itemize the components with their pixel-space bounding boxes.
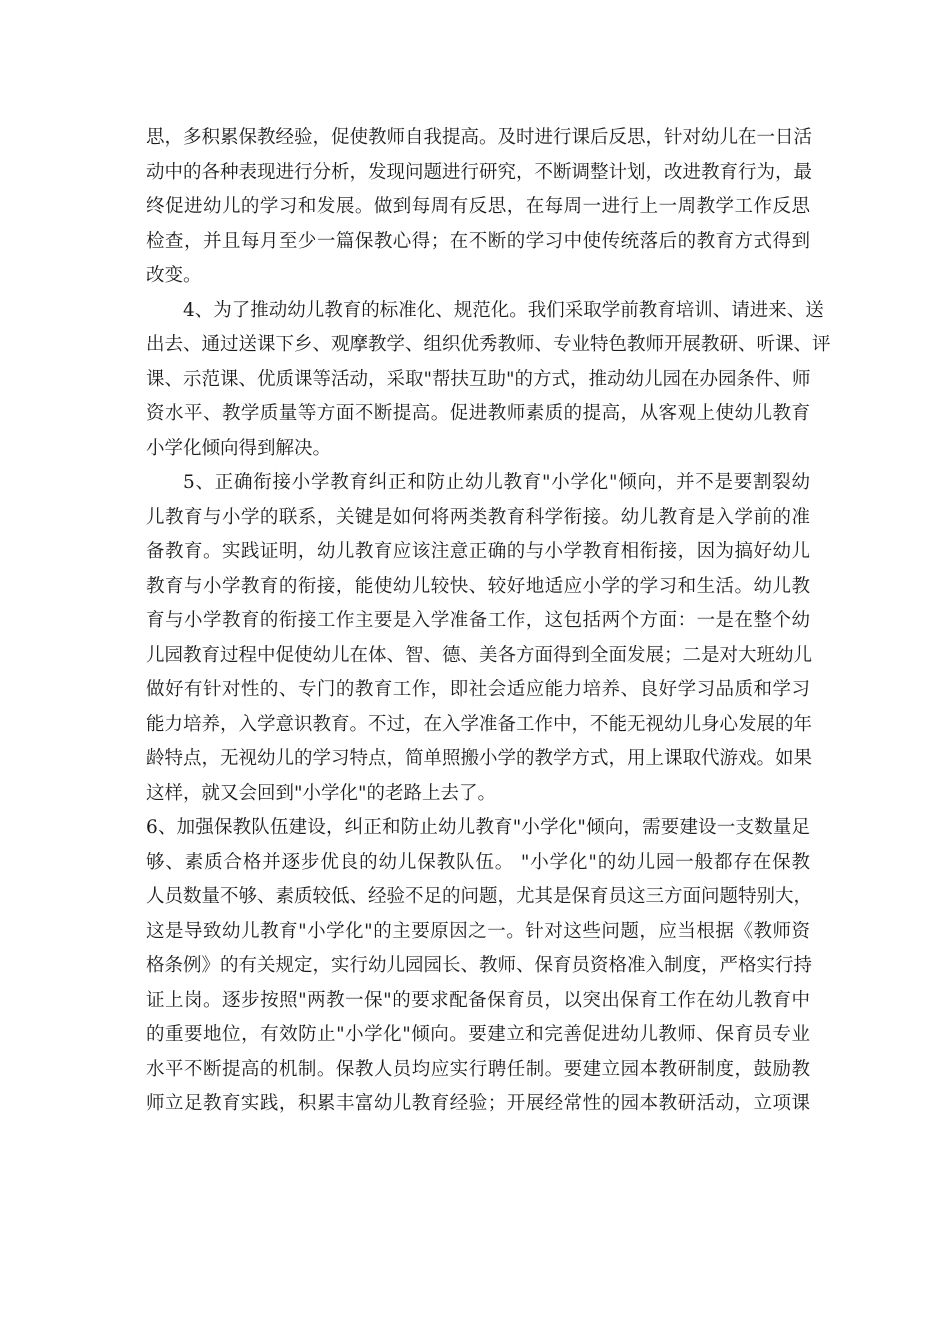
text-line: 终促进幼儿的学习和发展。做到每周有反思，在每周一进行上一周教学工作反思 [146,196,810,217]
text-line: 这样，就又会回到"小学化"的老路上去了。 [146,782,497,804]
text-line: 师立足教育实践，积累丰富幼儿教育经验；开展经常性的园本教研活动，立项课 [146,1093,810,1114]
paragraph-4-start: 4、为了推动幼儿教育的标准化、规范化。我们采取学前教育培训、请进来、送 [183,299,824,321]
text-line: 水平不断提高的机制。保教人员均应实行聘任制。要建立园本教研制度，鼓励教 [146,1058,810,1080]
text-line: 资水平、教学质量等方面不断提高。促进教师素质的提高，从客观上使幼儿教育 [146,403,810,424]
paragraph-6-start: 6、加强保教队伍建设，纠正和防止幼儿教育"小学化"倾向，需要建设一支数量足 [146,817,810,838]
text-line: 出去、通过送课下乡、观摩教学、组织优秀教师、专业特色教师开展教研、听课、评 [146,334,831,355]
text-line: 儿教育与小学的联系，关键是如何将两类教育科学衔接。幼儿教育是入学前的准 [146,506,810,528]
text-line: 育与小学教育的衔接工作主要是入学准备工作，这包括两个方面：一是在整个幼 [146,610,810,631]
text-line: 思，多积累保教经验，促使教师自我提高。及时进行课后反思，针对幼儿在一日活 [146,127,813,148]
text-line: 够、素质合格并逐步优良的幼儿保教队伍。 "小学化"的幼儿园一般都存在保教 [146,851,810,873]
text-line: 能力培养，入学意识教育。不过，在入学准备工作中，不能无视幼儿身心发展的年 [146,713,813,735]
text-line: 教育与小学教育的衔接，能使幼儿较快、较好地适应小学的学习和生活。幼儿教 [146,575,810,597]
paragraph-5-start: 5、正确衔接小学教育纠正和防止幼儿教育"小学化"倾向，并不是要割裂幼 [183,472,810,493]
text-line: 检查，并且每月至少一篇保教心得；在不断的学习中使传统落后的教育方式得到 [146,230,810,252]
text-line: 改变。 [146,265,202,286]
text-line: 龄特点，无视幼儿的学习特点，简单照搬小学的教学方式，用上课取代游戏。如果 [146,748,813,769]
text-line: 的重要地位，有效防止"小学化"倾向。要建立和完善促进幼儿教师、保育员专业 [146,1024,810,1045]
text-line: 小学化倾向得到解决。 [146,437,332,459]
text-line: 人员数量不够、素质较低、经验不足的问题，尤其是保育员这三方面问题特别大， [146,886,813,907]
text-line: 这是导致幼儿教育"小学化"的主要原因之一。针对这些问题，应当根据《教师资 [146,920,810,942]
text-line: 证上岗。逐步按照"两教一保"的要求配备保育员，以突出保育工作在幼儿教育中 [146,989,810,1011]
text-line: 备教育。实践证明，幼儿教育应该注意正确的与小学教育相衔接，因为搞好幼儿 [146,541,810,562]
text-line: 做好有针对性的、专门的教育工作，即社会适应能力培养、良好学习品质和学习 [146,679,810,700]
text-line: 格条例》的有关规定，实行幼儿园园长、教师、保育员资格准入制度，严格实行持 [146,955,813,976]
body-text [146,121,831,1122]
text-line: 课、示范课、优质课等活动，采取"帮扶互助"的方式，推动幼儿园在办园条件、师 [146,368,811,390]
text-line: 儿园教育过程中促使幼儿在体、智、德、美各方面得到全面发展；二是对大班幼儿 [146,644,813,666]
text-line: 动中的各种表现进行分析，发现问题进行研究，不断调整计划，改进教育行为，最 [146,161,813,183]
